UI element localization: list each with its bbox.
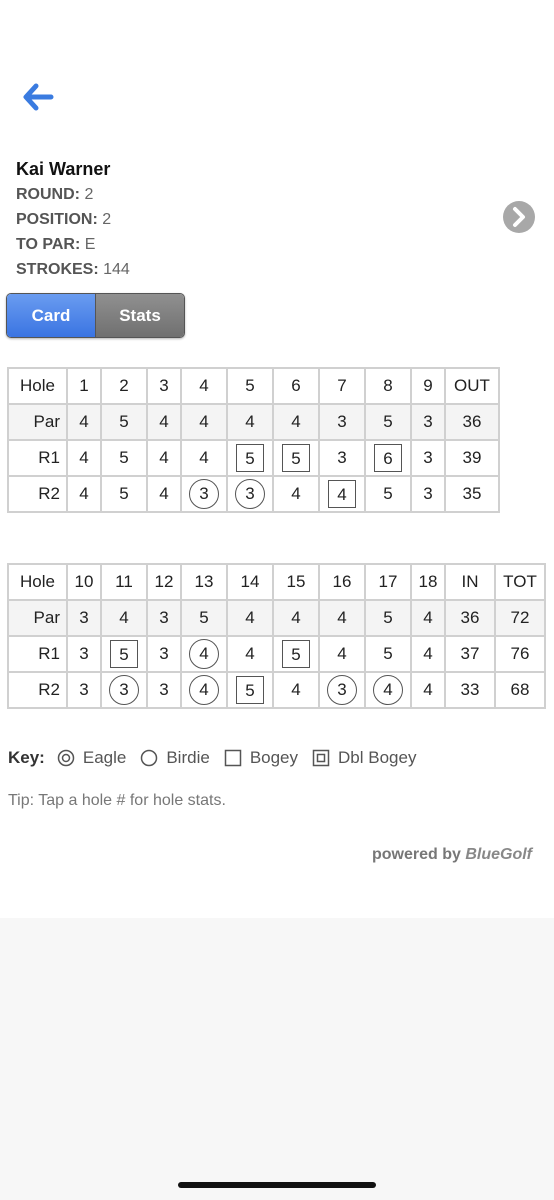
score-cell: Par: [8, 600, 67, 636]
score-cell: 4: [273, 404, 319, 440]
score-cell: Par: [8, 404, 67, 440]
score-cell: 5: [101, 440, 147, 476]
score-cell: 3: [67, 672, 101, 708]
score-cell: [273, 440, 319, 476]
score-cell: 4: [273, 476, 319, 512]
score-cell: 3: [411, 476, 445, 512]
par-row: [8, 600, 545, 636]
score-cell: 3: [411, 404, 445, 440]
header-row: [8, 368, 499, 404]
r1-row: [8, 440, 499, 476]
score-cell: R2: [8, 476, 67, 512]
tab-card[interactable]: Card: [7, 294, 95, 337]
score-cell: [365, 440, 411, 476]
score-cell: 3: [67, 636, 101, 672]
birdie-marker: 3: [235, 479, 265, 509]
score-cell: 36: [445, 404, 499, 440]
score-cell: [101, 672, 147, 708]
score-cell: 39: [445, 440, 499, 476]
score-cell: 33: [445, 672, 495, 708]
bogey-marker: 5: [282, 444, 310, 472]
score-cell: [181, 636, 227, 672]
score-cell: R1: [8, 636, 67, 672]
tot-header: TOT: [495, 564, 545, 600]
score-cell: 4: [411, 600, 445, 636]
score-cell: 4: [227, 600, 273, 636]
view-toggle: [6, 293, 185, 338]
score-cell: 4: [67, 404, 101, 440]
hole-2-header[interactable]: 2: [101, 368, 147, 404]
bogey-marker: 4: [328, 480, 356, 508]
score-cell: 4: [181, 440, 227, 476]
score-cell: 4: [67, 476, 101, 512]
score-cell: 4: [411, 672, 445, 708]
bogey-marker: 5: [110, 640, 138, 668]
in-header: IN: [445, 564, 495, 600]
bogey-marker: 6: [374, 444, 402, 472]
score-cell: 5: [365, 636, 411, 672]
score-cell: 3: [147, 672, 181, 708]
score-cell: 68: [495, 672, 545, 708]
hole-12-header[interactable]: 12: [147, 564, 181, 600]
score-cell: 4: [101, 600, 147, 636]
hole-14-header[interactable]: 14: [227, 564, 273, 600]
back-nine-table: [7, 563, 546, 709]
score-cell: 5: [365, 404, 411, 440]
front-nine-table: [7, 367, 500, 513]
birdie-marker: 4: [373, 675, 403, 705]
score-cell: R2: [8, 672, 67, 708]
hole-5-header[interactable]: 5: [227, 368, 273, 404]
out-header: OUT: [445, 368, 499, 404]
hole-10-header[interactable]: 10: [67, 564, 101, 600]
score-cell: [273, 636, 319, 672]
score-cell: [319, 476, 365, 512]
powered-by[interactable]: powered by BlueGolf: [371, 846, 532, 863]
hole-15-header[interactable]: 15: [273, 564, 319, 600]
key-bogey: Bogey: [249, 748, 299, 767]
eagle-icon: [57, 749, 75, 767]
score-cell: 4: [227, 404, 273, 440]
header-row: [8, 564, 545, 600]
score-cell: 37: [445, 636, 495, 672]
strokes-line: STROKES: 144: [16, 261, 130, 278]
score-cell: [227, 440, 273, 476]
score-cell: 3: [67, 600, 101, 636]
score-cell: 5: [365, 476, 411, 512]
bogey-marker: 5: [236, 444, 264, 472]
score-cell: 4: [181, 404, 227, 440]
score-cell: 36: [445, 600, 495, 636]
score-cell: 4: [147, 404, 181, 440]
hole-17-header[interactable]: 17: [365, 564, 411, 600]
score-cell: 4: [227, 636, 273, 672]
round-line: ROUND: 2: [16, 186, 94, 203]
birdie-marker: 3: [189, 479, 219, 509]
score-cell: [227, 476, 273, 512]
tip-text: Tip: Tap a hole # for hole stats.: [8, 792, 226, 809]
hole-7-header[interactable]: 7: [319, 368, 365, 404]
topar-line: TO PAR: E: [16, 236, 96, 253]
score-cell: [365, 672, 411, 708]
score-cell: 5: [181, 600, 227, 636]
brand-name: BlueGolf: [465, 846, 532, 863]
score-cell: 5: [365, 600, 411, 636]
player-name: Kai Warner: [16, 159, 111, 179]
score-cell: 5: [101, 476, 147, 512]
score-cell: 5: [101, 404, 147, 440]
score-key: [8, 748, 430, 768]
score-cell: 3: [319, 440, 365, 476]
score-cell: 4: [273, 600, 319, 636]
score-cell: [181, 672, 227, 708]
hole-9-header[interactable]: 9: [411, 368, 445, 404]
birdie-marker: 3: [327, 675, 357, 705]
hole-3-header[interactable]: 3: [147, 368, 181, 404]
position-line: POSITION: 2: [16, 211, 112, 228]
bogey-marker: 5: [282, 640, 310, 668]
hole-1-header[interactable]: 1: [67, 368, 101, 404]
score-cell: 3: [411, 440, 445, 476]
score-cell: 4: [147, 476, 181, 512]
hole-11-header[interactable]: 11: [101, 564, 147, 600]
key-dbl-bogey: Dbl Bogey: [338, 748, 417, 767]
score-cell: [227, 672, 273, 708]
birdie-marker: 4: [189, 675, 219, 705]
score-cell: 3: [147, 600, 181, 636]
score-cell: 72: [495, 600, 545, 636]
hole-6-header[interactable]: 6: [273, 368, 319, 404]
score-cell: 76: [495, 636, 545, 672]
hole-16-header[interactable]: 16: [319, 564, 365, 600]
score-cell: [101, 636, 147, 672]
key-birdie: Birdie: [166, 748, 210, 767]
hole-header: Hole: [8, 368, 67, 404]
tab-stats[interactable]: Stats: [95, 294, 184, 337]
score-cell: [319, 672, 365, 708]
r2-row: [8, 476, 499, 512]
hole-18-header[interactable]: 18: [411, 564, 445, 600]
hole-8-header[interactable]: 8: [365, 368, 411, 404]
player-info: [16, 159, 130, 286]
par-row: [8, 404, 499, 440]
birdie-icon: [140, 749, 158, 767]
home-indicator[interactable]: [178, 1182, 376, 1188]
score-cell: 3: [319, 404, 365, 440]
bogey-icon: [224, 749, 242, 767]
score-cell: [181, 476, 227, 512]
hole-13-header[interactable]: 13: [181, 564, 227, 600]
double-bogey-icon: [312, 749, 330, 767]
score-cell: 4: [319, 600, 365, 636]
score-cell: 3: [147, 636, 181, 672]
next-player-icon[interactable]: [502, 200, 536, 234]
score-cell: 35: [445, 476, 499, 512]
hole-4-header[interactable]: 4: [181, 368, 227, 404]
hole-header: Hole: [8, 564, 67, 600]
score-cell: 4: [319, 636, 365, 672]
bogey-marker: 5: [236, 676, 264, 704]
back-arrow-icon[interactable]: [22, 82, 54, 112]
birdie-marker: 3: [109, 675, 139, 705]
score-cell: R1: [8, 440, 67, 476]
birdie-marker: 4: [189, 639, 219, 669]
score-cell: 4: [147, 440, 181, 476]
score-cell: 4: [67, 440, 101, 476]
r2-row: [8, 672, 545, 708]
score-cell: 4: [411, 636, 445, 672]
key-eagle: Eagle: [82, 748, 127, 767]
score-cell: 4: [273, 672, 319, 708]
r1-row: [8, 636, 545, 672]
key-label: Key:: [8, 748, 45, 767]
